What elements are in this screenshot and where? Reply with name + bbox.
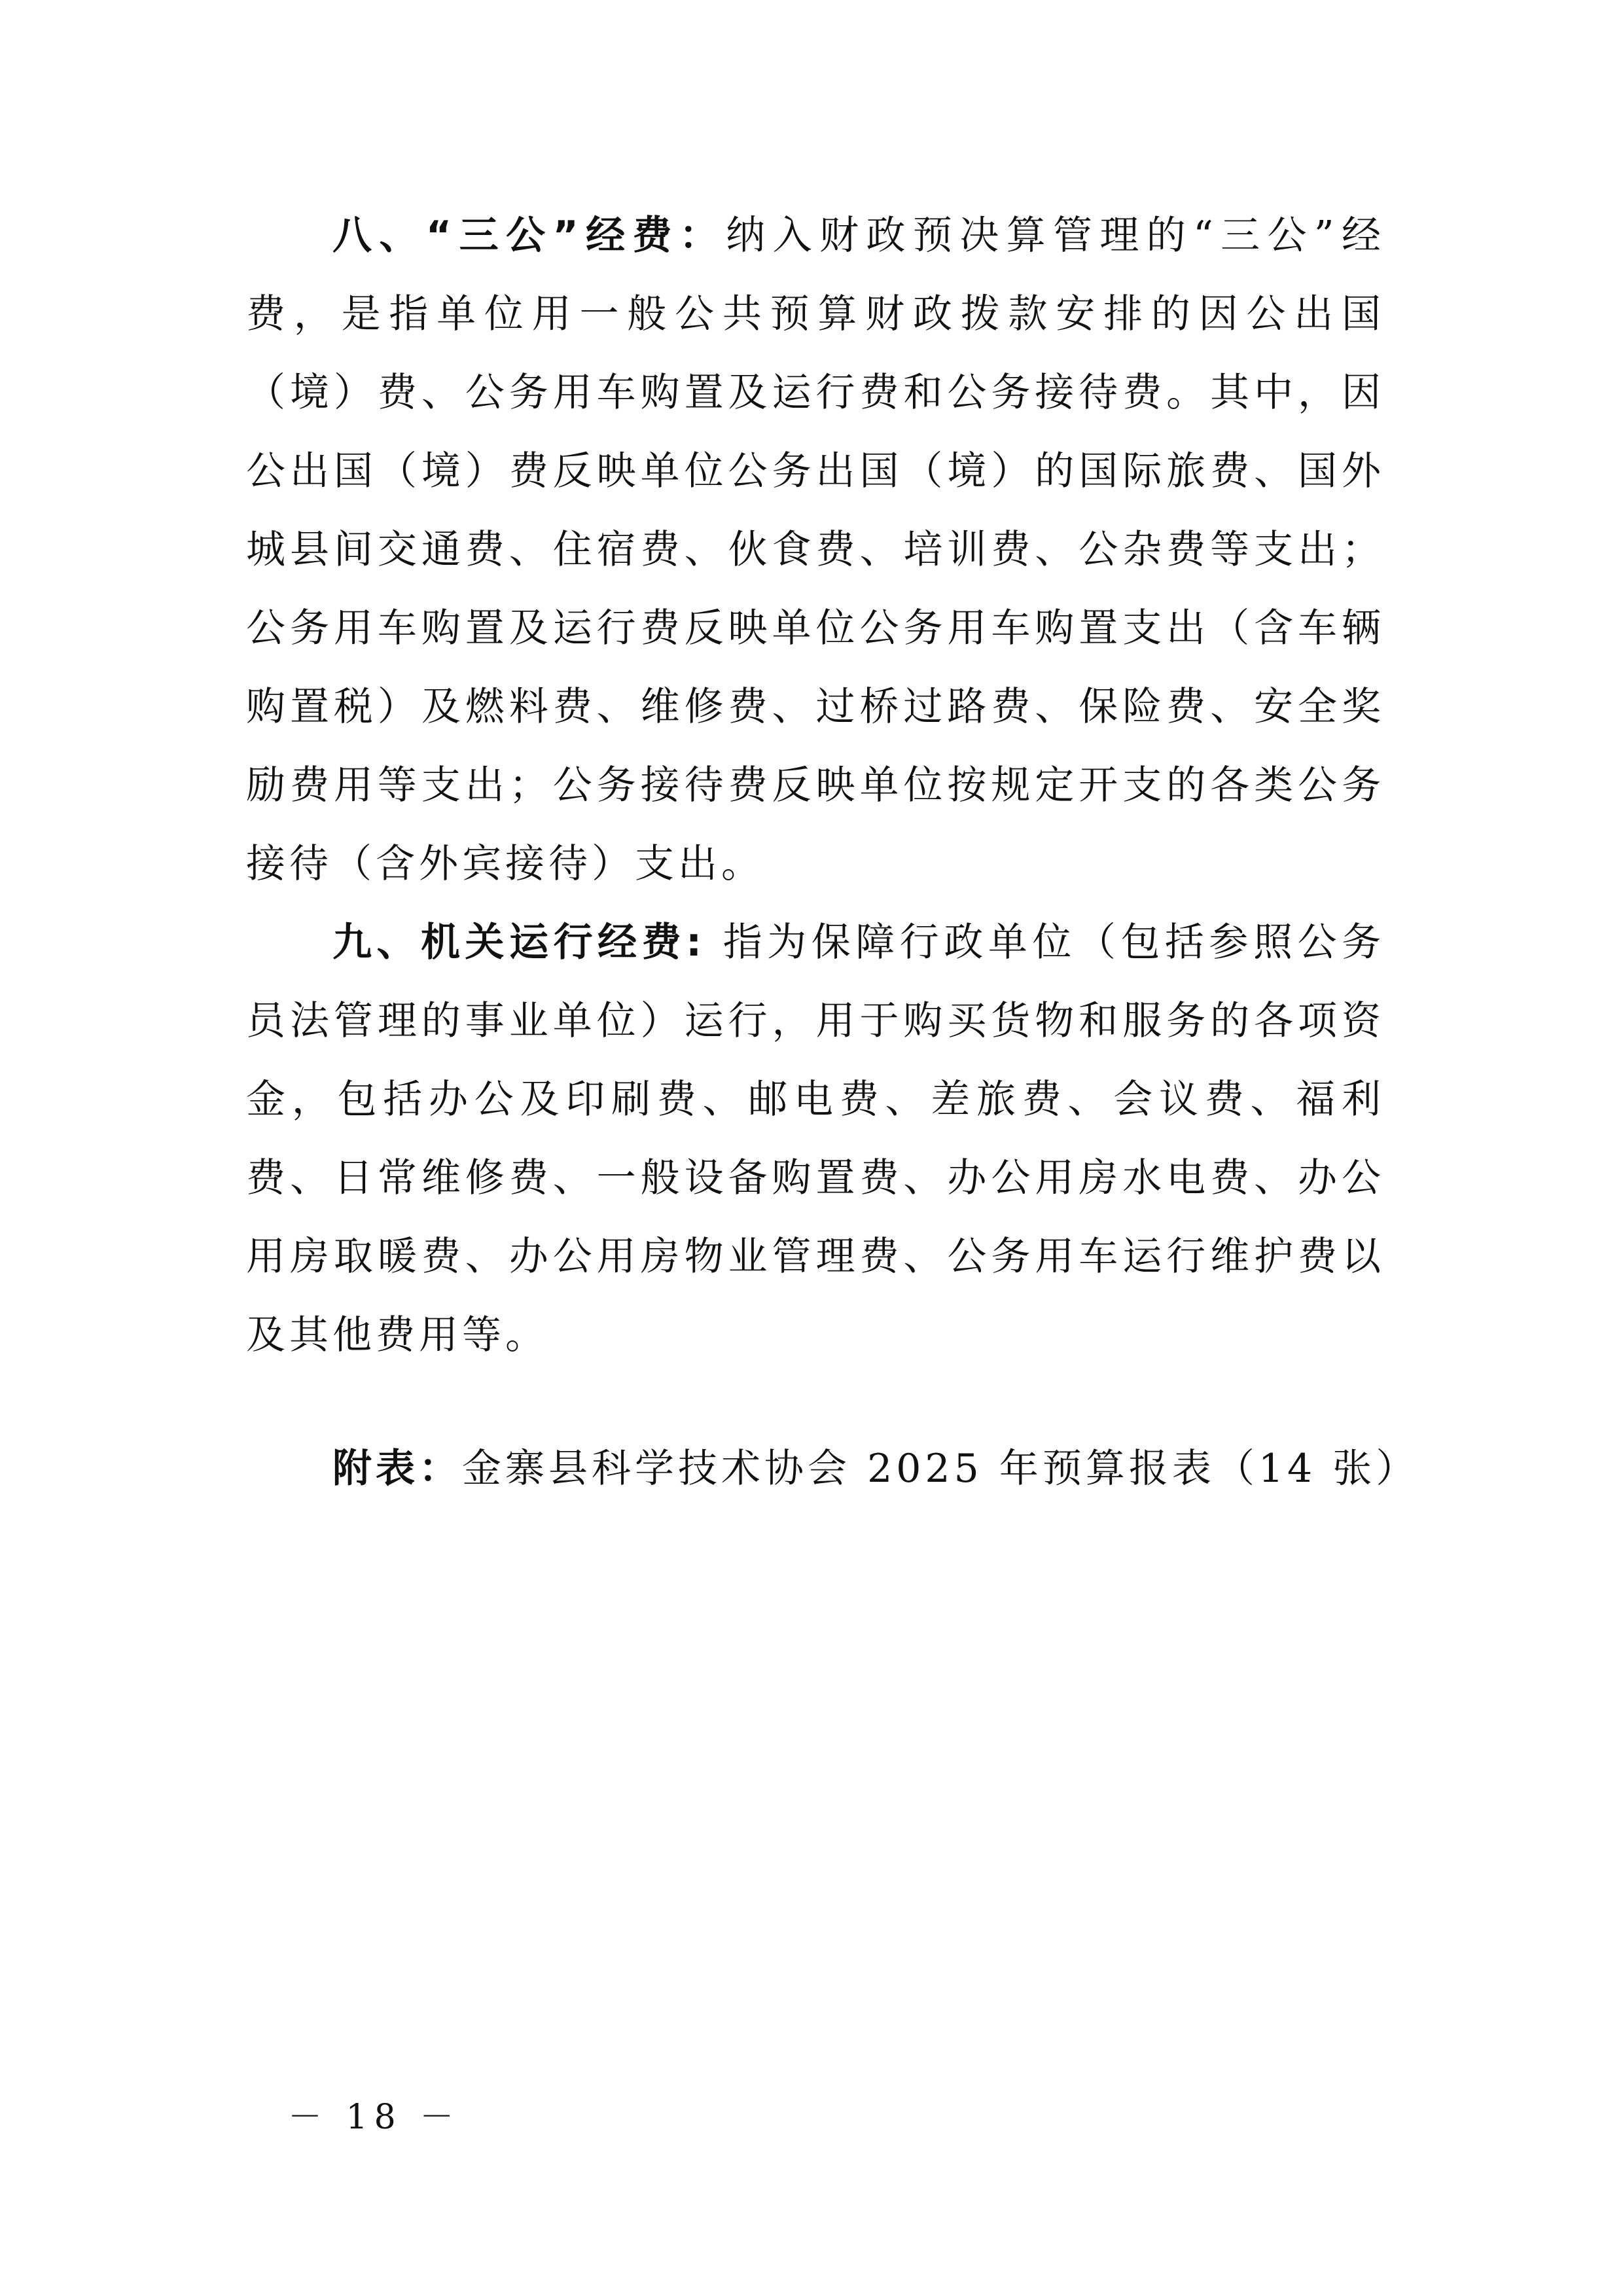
- attachment-label: 附表：: [332, 1446, 462, 1492]
- paragraph-three-public-expenses: [246, 196, 1385, 903]
- page-number: － 18 －: [288, 2098, 461, 2137]
- paragraph-operating-expenses: [246, 903, 1385, 1374]
- paragraph-text-eight: 纳入财政预决算管理的“三公”经费，是指单位用一般公共预算财政拨款安排的因公出国（境）费、公务用车购置及运行费和公务接待费。其中，因公出国（境）费反映单位公务出国（境）的国际旅费、国外城县间交通费、住宿费、伙食费、培训费、公杂费等支出；公务用车购置及运行费反映单位公务用车购置支出（含车辆购置税）及燃料费、维修费、过桥过路费、保险费、安全奖励费用等支出；公务接待费反映单位按规定开支的各类公务接待（含外宾接待）支出。: [246, 213, 1385, 887]
- section-heading-eight: 八、“三公”经费：: [332, 213, 726, 259]
- attachment-text: 金寨县科学技术协会 2025 年预算报表（14 张）: [462, 1446, 1419, 1492]
- paragraph-text-nine: 指为保障行政单位（包括参照公务员法管理的事业单位）运行，用于购买货物和服务的各项资金，包括办公及印刷费、邮电费、差旅费、会议费、福利费、日常维修费、一般设备购置费、办公用房水电费、办公用房取暖费、办公用房物业管理费、公务用车运行维护费以及其他费用等。: [246, 920, 1385, 1358]
- attachment-line: [332, 1429, 1419, 1508]
- section-heading-nine: 九、机关运行经费:: [332, 920, 706, 965]
- body-text: [246, 196, 1385, 1374]
